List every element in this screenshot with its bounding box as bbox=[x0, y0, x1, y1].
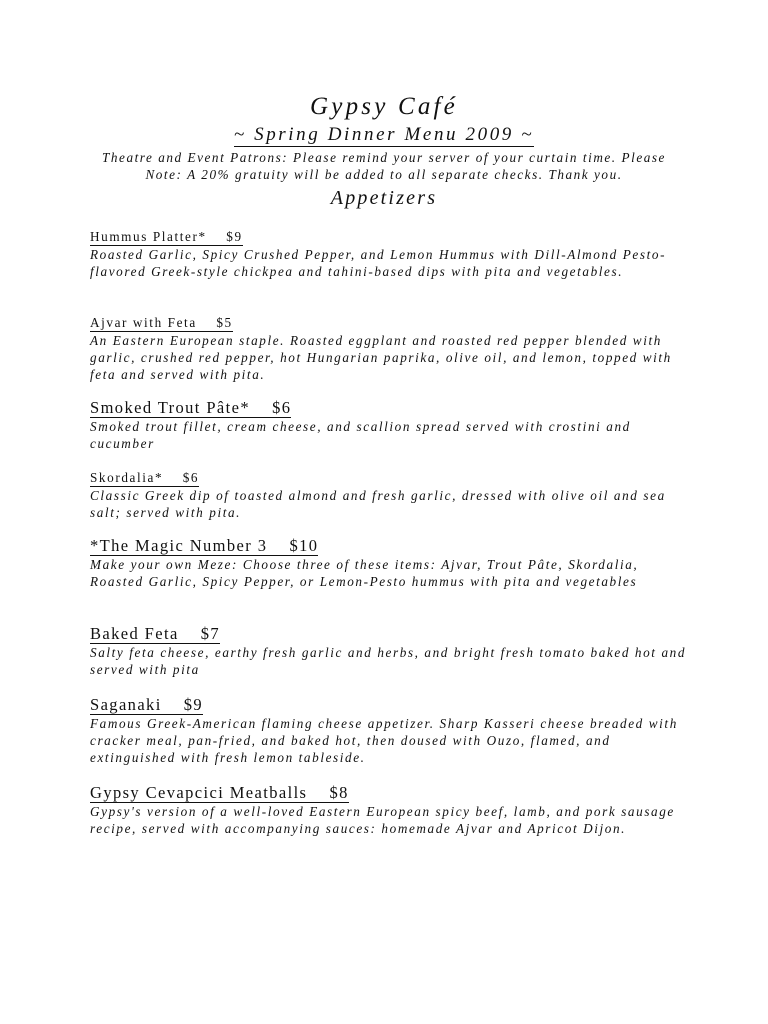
item-name: Hummus Platter* $9 bbox=[90, 229, 243, 244]
item-name: Saganaki $9 bbox=[90, 695, 204, 714]
menu-item-gypsy-cevapcici-meatballs bbox=[90, 783, 690, 837]
item-description: Classic Greek dip of toasted almond and fresh garlic, dressed with olive oil and sea salt; served with pita. bbox=[90, 488, 666, 521]
menu-item-skordalia bbox=[90, 469, 690, 521]
item-name: *The Magic Number 3 $10 bbox=[90, 536, 319, 555]
item-name: Ajvar with Feta $5 bbox=[90, 315, 233, 330]
menu-item-smoked-trout-pate bbox=[90, 398, 690, 452]
menu-item-hummus-platter bbox=[90, 228, 690, 280]
restaurant-title: Gypsy Café bbox=[310, 93, 458, 120]
item-description: Roasted Garlic, Spicy Crushed Pepper, and Lemon Hummus with Dill-Almond Pesto-flavored Greek-style chickpea and tahini-based dips with pita and vegetables. bbox=[90, 247, 667, 280]
item-description: Gypsy's version of a well-loved Eastern European spicy beef, lamb, and pork sausage recipe, served with accompanying sauces: homemade Ajvar and Apricot Dijon. bbox=[90, 804, 675, 837]
item-name: Skordalia* $6 bbox=[90, 470, 200, 485]
item-description: Make your own Meze: Choose three of these items: Ajvar, Trout Pâte, Skordalia, Roasted Garlic, Spicy Pepper, or Lemon-Pesto hummus with pita and vegetables bbox=[90, 557, 639, 590]
item-description: An Eastern European staple. Roasted eggplant and roasted red pepper blended with garlic, crushed red pepper, hot Hungarian paprika, olive oil, and lemon, topped with feta and served with pita. bbox=[90, 333, 672, 383]
item-name: Gypsy Cevapcici Meatballs $8 bbox=[90, 783, 349, 802]
item-description: Smoked trout fillet, cream cheese, and scallion spread served with crostini and cucumber bbox=[90, 419, 631, 452]
item-name: Baked Feta $7 bbox=[90, 624, 221, 643]
menu-item-magic-number-3 bbox=[90, 536, 690, 590]
menu-item-ajvar-with-feta bbox=[90, 314, 690, 384]
menu-subtitle: ~ Spring Dinner Menu 2009 ~ bbox=[233, 124, 535, 145]
menu-header bbox=[0, 92, 768, 210]
menu-item-saganaki bbox=[90, 695, 690, 767]
patron-notice: Theatre and Event Patrons: Please remind your server of your curtain time. Please Note: A 20% gratuity will be added to all separate checks. Thank you. bbox=[102, 150, 666, 182]
item-description: Famous Greek-American flaming cheese appetizer. Sharp Kasseri cheese breaded with cracker meal, pan-fried, and baked hot, then doused with Ouzo, flamed, and extinguished with fresh lemon tableside. bbox=[90, 716, 678, 766]
section-title-appetizers: Appetizers bbox=[330, 187, 438, 209]
item-name: Smoked Trout Pâte* $6 bbox=[90, 398, 292, 417]
item-description: Salty feta cheese, earthy fresh garlic and herbs, and bright fresh tomato baked hot and served with pita bbox=[90, 645, 687, 678]
menu-item-baked-feta bbox=[90, 624, 690, 678]
